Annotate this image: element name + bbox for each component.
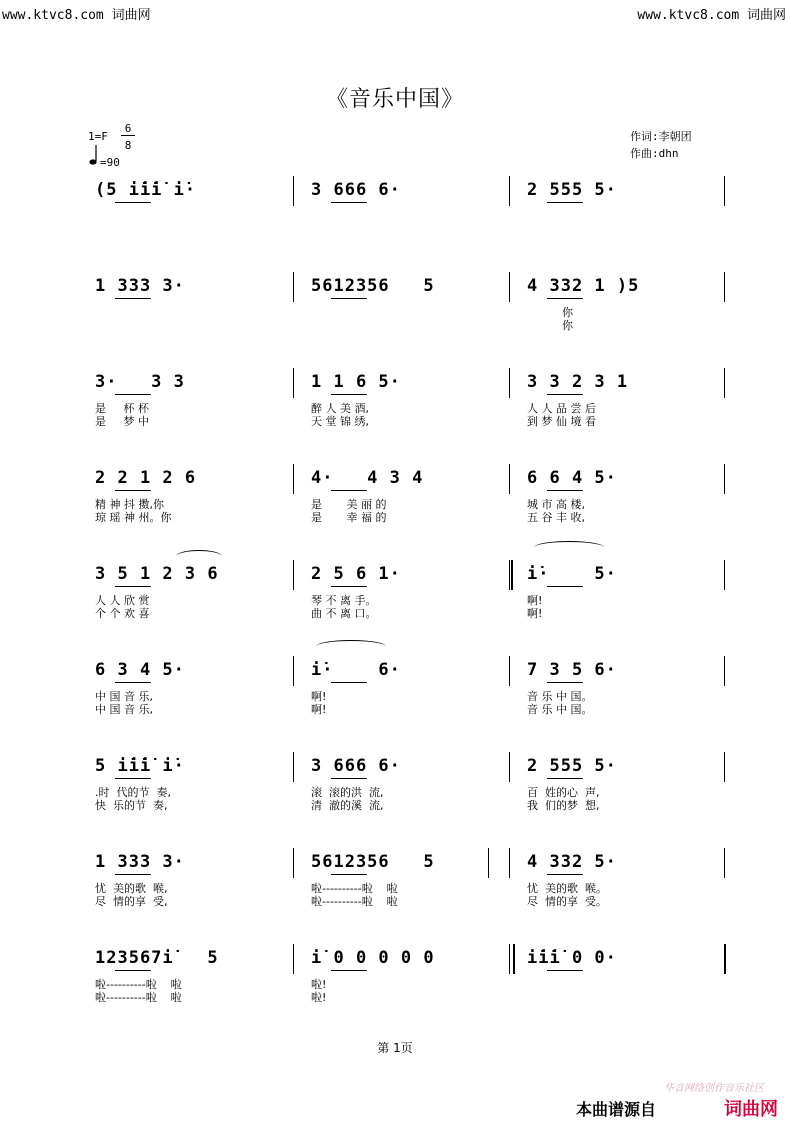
barline (488, 848, 489, 878)
time-sig-bottom: 8 (124, 139, 132, 152)
header-right-site[interactable]: www.ktvc8.com 词曲网 (637, 8, 786, 23)
beam-line (331, 586, 367, 587)
barline (293, 272, 294, 302)
lyrics-verse-2: 琼 瑶 神 州。你 (95, 511, 172, 524)
beam-line (115, 202, 151, 203)
barline (509, 368, 510, 398)
header-left-site[interactable]: www.ktvc8.com 词曲网 (2, 8, 151, 23)
measure-notes: 5612356 5 (311, 852, 435, 872)
lyrics-verse-1: 啊! (527, 594, 543, 607)
lyrics-verse-1: 中 国 音 乐, (95, 690, 153, 703)
beam-line (547, 298, 583, 299)
measure-notes: i̇i̇i̇ 0 0· (527, 948, 617, 968)
barline (724, 176, 725, 206)
lyricist-credit: 作词:李朝团 (630, 130, 692, 143)
lyrics-verse-2: 啦----------啦 啦 (311, 895, 398, 908)
lyrics-verse-2: 曲 不 离 口。 (311, 607, 377, 620)
barline (509, 560, 510, 590)
measure-notes: 5 i̇i̇i̇ i̇· (95, 756, 185, 776)
song-title: 《音乐中国》 (325, 87, 464, 112)
measure-notes: (5 i̇i̇i̇ i̇· (95, 180, 197, 200)
measure-notes: 1 333 3· (95, 852, 185, 872)
beam-line (115, 394, 151, 395)
measure-notes: 4 332 1 )5 (527, 276, 640, 296)
barline (293, 560, 294, 590)
lyrics-verse-1: 啦----------啦 啦 (311, 882, 398, 895)
tempo-marking: =90 (100, 156, 120, 169)
barline (724, 464, 725, 494)
lyrics-verse-2: 我 们的梦 想, (527, 799, 600, 812)
barline (724, 656, 725, 686)
barline (724, 752, 725, 782)
measure-notes: 3 666 6· (311, 756, 401, 776)
lyrics-verse-1: 城 市 高 楼, (527, 498, 585, 511)
barline (509, 464, 510, 494)
lyrics-verse-2: 啊! (311, 703, 327, 716)
measure-notes: 2 555 5· (527, 180, 617, 200)
slur-mark (534, 541, 604, 554)
barline (724, 272, 725, 302)
lyrics-verse-1: 人 人 品 尝 后 (527, 402, 596, 415)
beam-line (547, 490, 583, 491)
beam-line (547, 778, 583, 779)
lyrics-verse-1: 音 乐 中 国。 (527, 690, 593, 703)
lyrics-verse-1: 是 杯 杯 (95, 402, 149, 415)
repeat-start-barline (511, 560, 513, 590)
beam-line (115, 970, 151, 971)
beam-line (547, 682, 583, 683)
measure-notes: 4· 4 3 4 (311, 468, 424, 488)
lyrics-verse-1: 啦----------啦 啦 (95, 978, 182, 991)
lyrics-verse-1: 滚 滚的洪 流, (311, 786, 384, 799)
beam-line (331, 394, 367, 395)
measure-notes: i̇· 6· (311, 660, 401, 680)
barline (293, 656, 294, 686)
lyrics-verse-2: 是 梦 中 (95, 415, 149, 428)
lyrics-verse-2: 音 乐 中 国。 (527, 703, 593, 716)
lyrics-verse-2: 到 梦 仙 境 看 (527, 415, 596, 428)
beam-line (331, 778, 367, 779)
measure-notes: 2 2 1 2 6 (95, 468, 197, 488)
measure-notes: 2 555 5· (527, 756, 617, 776)
footer-source-label: 本曲谱源自 (576, 1100, 657, 1119)
lyrics-verse-2: 啦! (311, 991, 327, 1004)
page-number: 第 1页 (377, 1041, 413, 1055)
lyrics-verse-1: 忧 美的歌 喉, (95, 882, 168, 895)
measure-notes: 3 3 2 3 1 (527, 372, 629, 392)
lyrics-verse-1: 是 美 丽 的 (311, 498, 387, 511)
beam-line (115, 298, 151, 299)
beam-line (547, 970, 583, 971)
measure-notes: i̇· 5· (527, 564, 617, 584)
lyrics-verse-2: 清 澈的溪 流, (311, 799, 384, 812)
lyrics-verse-2: 快 乐的节 奏, (95, 799, 168, 812)
lyrics-verse-1: 精 神 抖 擞,你 (95, 498, 164, 511)
beam-line (547, 874, 583, 875)
lyrics-verse-2: 五 谷 丰 收, (527, 511, 585, 524)
lyrics-verse-2: 中 国 音 乐, (95, 703, 153, 716)
lyrics-verse-1: 人 人 欣 赏 (95, 594, 150, 607)
slur-mark (176, 550, 222, 563)
barline (293, 464, 294, 494)
key-signature: 1=F (88, 130, 108, 143)
measure-notes: 6 6 4 5· (527, 468, 617, 488)
lyrics-verse-1: 啦! (311, 978, 327, 991)
barline (293, 176, 294, 206)
time-sig-line (121, 135, 135, 136)
measure-notes: 1 333 3· (95, 276, 185, 296)
beam-line (115, 586, 151, 587)
lyrics-verse-2: 尽 情的享 受。 (527, 895, 607, 908)
barline (509, 272, 510, 302)
slur-mark (316, 640, 386, 653)
lyrics-verse-1: 忧 美的歌 喉。 (527, 882, 607, 895)
barline (724, 368, 725, 398)
lyrics-verse-2: 尽 情的享 受, (95, 895, 168, 908)
measure-notes: 3· 3 3 (95, 372, 185, 392)
measure-notes: 7 3 5 6· (527, 660, 617, 680)
barline (293, 944, 294, 974)
quarter-note-icon (88, 144, 98, 170)
measure-notes: 123567i̇ 5 (95, 948, 219, 968)
beam-line (115, 490, 151, 491)
barline (509, 176, 510, 206)
barline (724, 848, 725, 878)
beam-line (547, 586, 583, 587)
footer-watermark: 华音网络创作音乐社区 (664, 1083, 764, 1094)
beam-line (331, 682, 367, 683)
barline (293, 848, 294, 878)
barline (724, 560, 725, 590)
repeat-start-barline (513, 944, 515, 974)
barline (509, 848, 510, 878)
barline (293, 368, 294, 398)
lyrics-verse-1: .时 代的节 奏, (95, 786, 171, 799)
measure-notes: 1 1 6 5· (311, 372, 401, 392)
beam-line (115, 682, 151, 683)
beam-line (115, 874, 151, 875)
measure-notes: 3 666 6· (311, 180, 401, 200)
beam-line (331, 202, 367, 203)
measure-notes: i̇ 0 0 0 0 0 (311, 948, 435, 968)
lyrics-verse-1: 百 姓的心 声, (527, 786, 600, 799)
lyrics-verse-1: 啊! (311, 690, 327, 703)
beam-line (331, 874, 367, 875)
beam-line (115, 778, 151, 779)
barline (509, 656, 510, 686)
barline (509, 752, 510, 782)
lyrics-verse-2: 是 幸 福 的 (311, 511, 387, 524)
beam-line (331, 970, 367, 971)
lyrics-verse-2: 天 堂 锦 绣, (311, 415, 369, 428)
footer-brand[interactable]: 词曲网 (724, 1099, 778, 1120)
beam-line (547, 394, 583, 395)
beam-line (547, 202, 583, 203)
lyrics-verse-2: 啦----------啦 啦 (95, 991, 182, 1004)
lyrics-verse-1: 琴 不 离 手。 (311, 594, 377, 607)
composer-credit: 作曲:dhn (630, 147, 679, 160)
lyrics-verse-1: 醉 人 美 酒, (311, 402, 369, 415)
measure-notes: 6 3 4 5· (95, 660, 185, 680)
final-barline (724, 944, 726, 974)
measure-notes: 2 5 6 1· (311, 564, 401, 584)
lyrics-verse-2: 个 个 欢 喜 (95, 607, 150, 620)
measure-notes: 4 332 5· (527, 852, 617, 872)
measure-notes: 5612356 5 (311, 276, 435, 296)
lyrics-verse-2: 你 (527, 319, 573, 332)
barline (293, 752, 294, 782)
time-sig-top: 6 (124, 122, 132, 135)
beam-line (331, 490, 367, 491)
measure-notes: 3 5 1 2 3 6 (95, 564, 219, 584)
lyrics-verse-2: 啊! (527, 607, 543, 620)
lyrics-verse-1: 你 (527, 306, 573, 319)
barline (509, 944, 510, 974)
beam-line (331, 298, 367, 299)
